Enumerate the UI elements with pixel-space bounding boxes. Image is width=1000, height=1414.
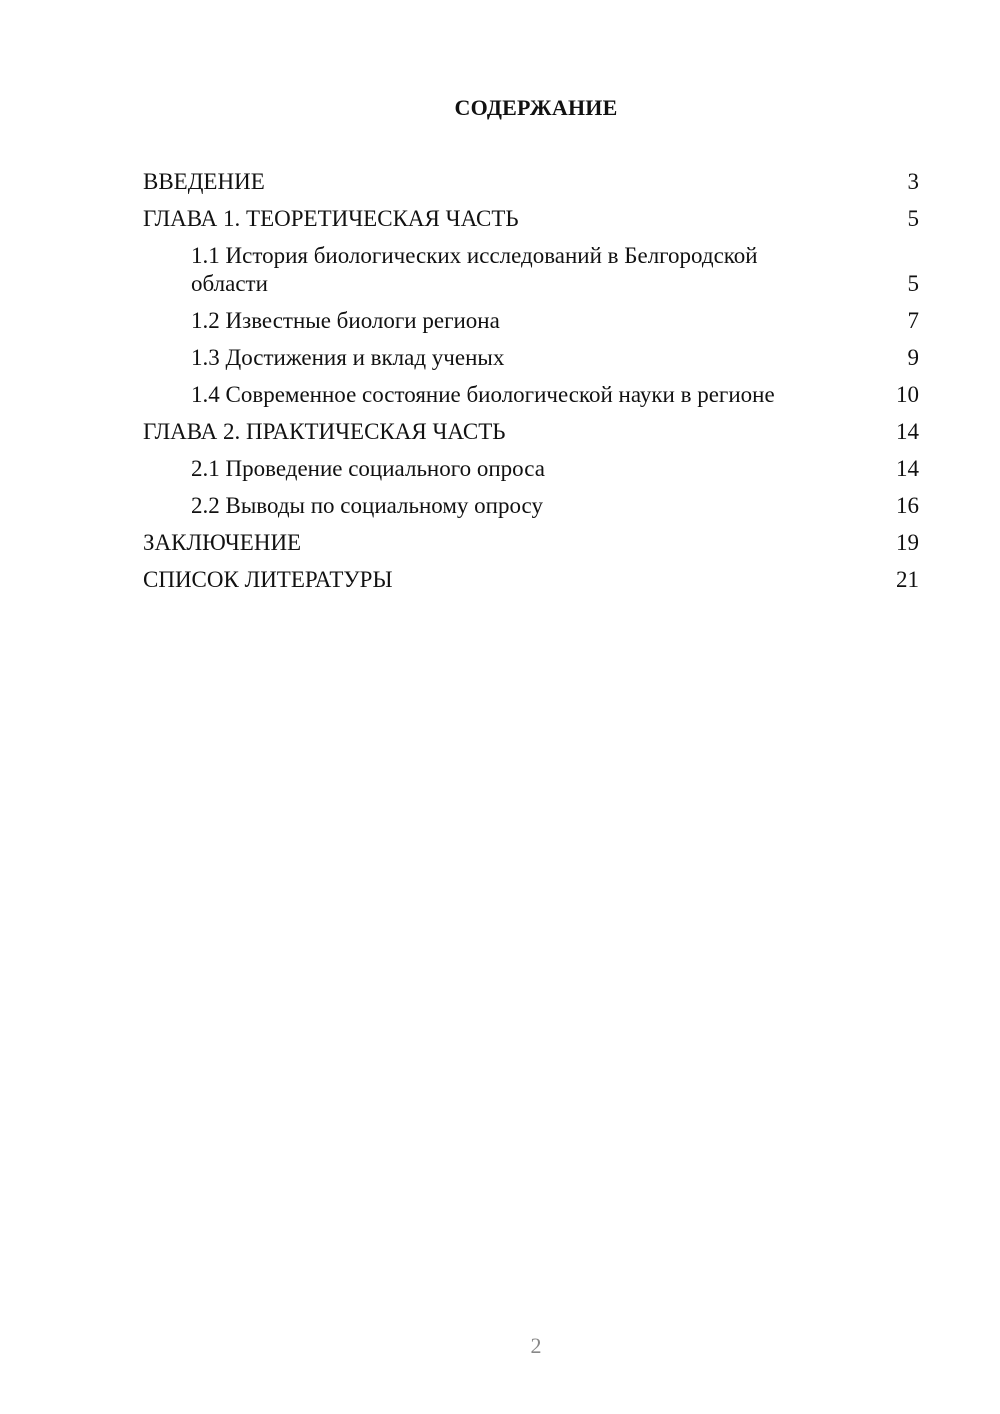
toc-entry xyxy=(143,418,919,446)
toc-entry-page: 9 xyxy=(907,345,919,370)
toc-entry xyxy=(143,381,919,409)
table-of-contents xyxy=(143,168,919,603)
toc-entry-label: ГЛАВА 1. ТЕОРЕТИЧЕСКАЯ ЧАСТЬ xyxy=(143,206,519,231)
toc-entry xyxy=(143,205,919,233)
toc-entry-page: 5 xyxy=(907,271,919,296)
toc-entry-page: 5 xyxy=(907,206,919,231)
toc-entry-page: 10 xyxy=(896,382,919,407)
toc-entry-page: 16 xyxy=(896,493,919,518)
toc-entry-label: 2.2 Выводы по социальному опросу xyxy=(191,493,543,518)
toc-entry xyxy=(143,344,919,372)
toc-entry-page: 14 xyxy=(896,419,919,444)
toc-entry-label: ГЛАВА 2. ПРАКТИЧЕСКАЯ ЧАСТЬ xyxy=(143,419,506,444)
toc-entry-page: 14 xyxy=(896,456,919,481)
toc-entry xyxy=(143,492,919,520)
toc-entry xyxy=(143,529,919,557)
toc-entry xyxy=(143,307,919,335)
toc-entry xyxy=(143,566,919,594)
toc-entry-label: 2.1 Проведение социального опроса xyxy=(191,456,545,481)
toc-entry-label: 1.1 История биологических исследований в Белгородской области xyxy=(191,243,758,296)
page-number: 2 xyxy=(530,1333,542,1358)
toc-entry-page: 21 xyxy=(896,567,919,592)
toc-entry-label: 1.2 Известные биологи региона xyxy=(191,308,500,333)
page-title: СОДЕРЖАНИЕ xyxy=(454,95,618,120)
toc-entry-page: 19 xyxy=(896,530,919,555)
toc-entry-label: 1.3 Достижения и вклад ученых xyxy=(191,345,505,370)
toc-entry xyxy=(143,242,919,298)
toc-entry xyxy=(143,168,919,196)
toc-entry-page: 3 xyxy=(907,169,919,194)
toc-entry-page: 7 xyxy=(907,308,919,333)
toc-entry xyxy=(143,455,919,483)
toc-entry-label: ВВЕДЕНИЕ xyxy=(143,169,265,194)
toc-entry-label: ЗАКЛЮЧЕНИЕ xyxy=(143,530,302,555)
toc-entry-label: СПИСОК ЛИТЕРАТУРЫ xyxy=(143,567,393,592)
toc-entry-label: 1.4 Современное состояние биологической науки в регионе xyxy=(191,382,775,407)
